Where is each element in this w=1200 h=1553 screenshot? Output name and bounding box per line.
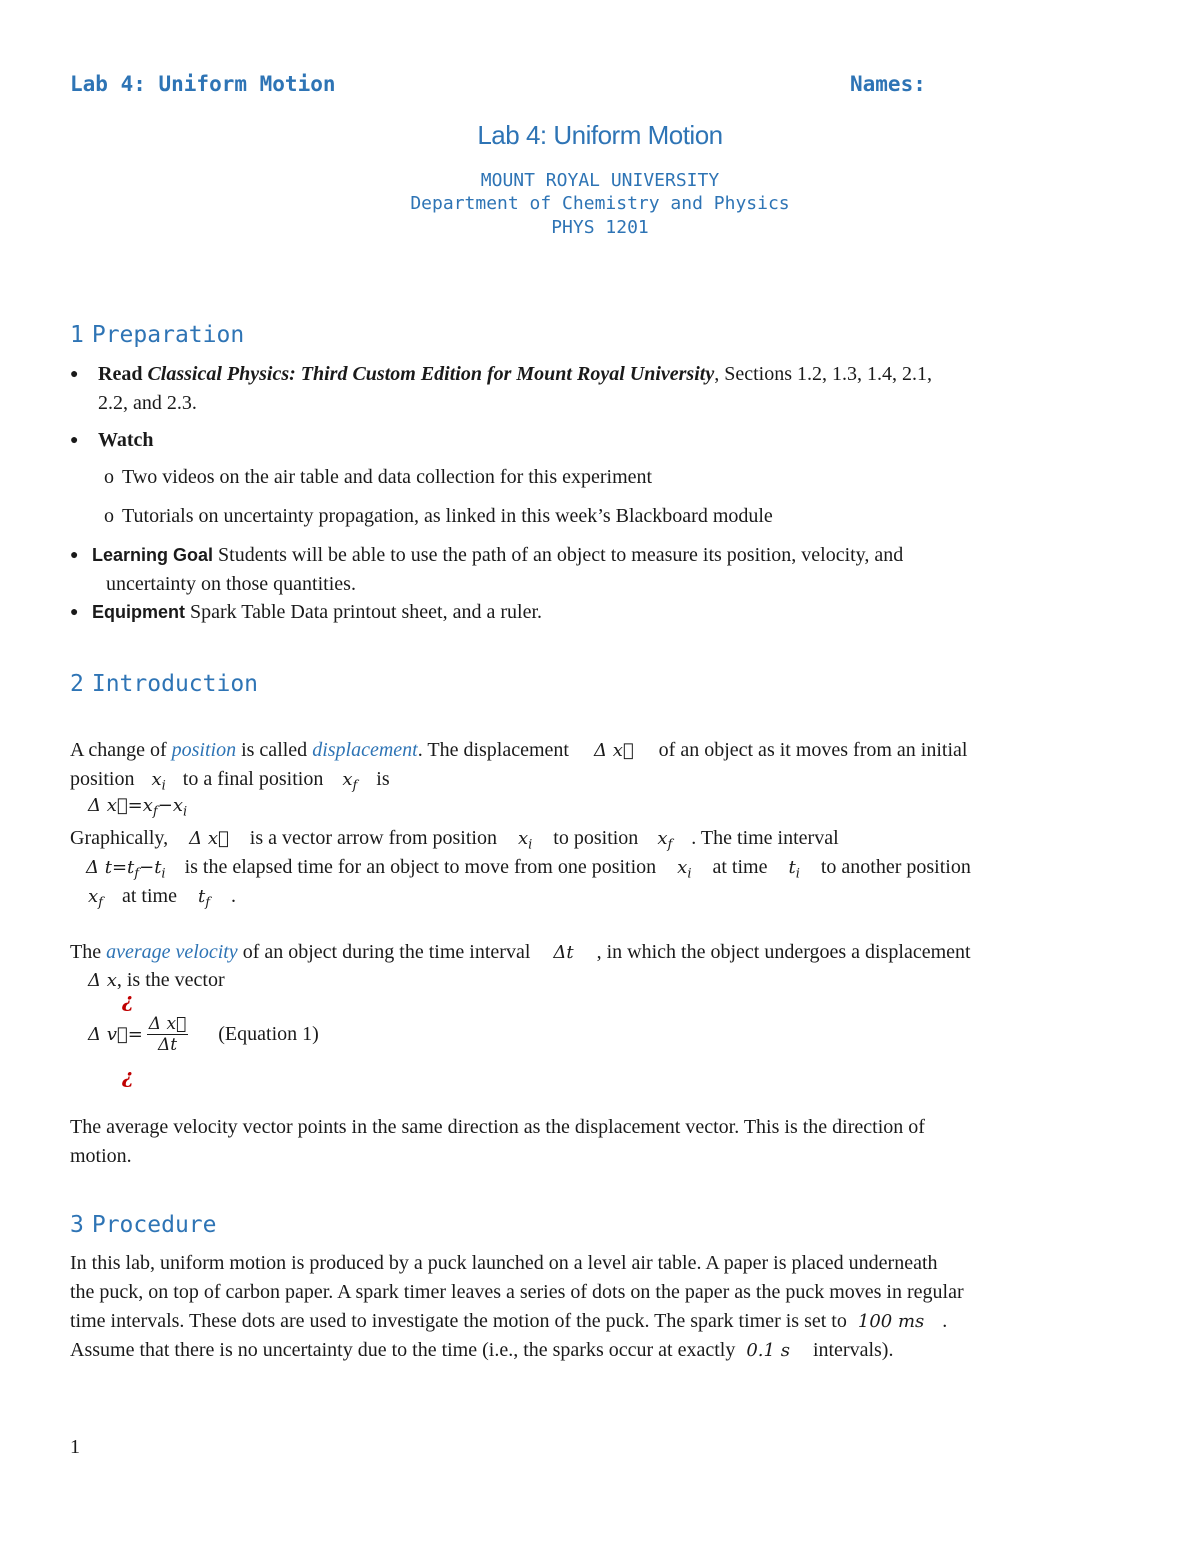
math-sub: f — [352, 778, 358, 794]
math-sub: f — [205, 895, 210, 911]
text: to position — [553, 827, 644, 849]
prep-equipment-item — [70, 598, 542, 627]
department-name: Department of Chemistry and Physics — [410, 193, 790, 214]
math-var: t — [154, 857, 162, 878]
text: at time — [121, 885, 182, 907]
bullet-icon: ● — [70, 367, 79, 382]
math-x-f — [88, 886, 103, 911]
text: The — [70, 941, 107, 963]
math-var: x — [172, 795, 183, 816]
text: . The displacement — [417, 739, 574, 761]
prep-read-item — [70, 360, 1150, 418]
watch-item-1: Two videos on the air table and data collection for this experiment — [122, 466, 653, 488]
math-sub: i — [528, 837, 533, 853]
text: The average velocity vector points in the same direction as the displacement vector. This is the direction of — [70, 1116, 925, 1138]
math-var: t — [197, 886, 206, 907]
text: is the elapsed time for an object to move from one position — [184, 856, 662, 878]
section-number: 3 — [70, 1212, 84, 1238]
math-delta-x-vector: Δ x⃗ — [189, 828, 229, 849]
equipment-text: Spark Table Data printout sheet, and a ruler. — [185, 601, 543, 623]
goal-text-cont: uncertainty on those quantities. — [106, 573, 356, 595]
bullet-icon: ● — [70, 548, 79, 563]
math-delta-t: Δt — [553, 942, 574, 963]
math-var: x — [142, 795, 153, 816]
read-sections-cont: 2.2, and 2.3. — [98, 392, 197, 414]
section-number: 2 — [70, 671, 84, 697]
math-sub: i — [687, 866, 692, 882]
goal-text: Students will be able to use the path of an object to measure its position, velocity, and — [213, 544, 904, 566]
text: In this lab, uniform motion is produced by a puck launched on a level air table. A paper is placed underneath — [70, 1252, 938, 1274]
text: to another position — [820, 856, 971, 878]
intro-paragraph — [70, 736, 1160, 765]
page-number: 1 — [70, 1436, 80, 1458]
section-heading-procedure — [70, 1212, 216, 1238]
equation-displacement — [88, 795, 187, 820]
math-x-f — [657, 828, 673, 853]
section-title: Introduction — [91, 671, 259, 697]
equation-label: (Equation 1) — [218, 1023, 319, 1045]
text: , is the vector — [116, 969, 225, 991]
math-lhs: Δ t= — [86, 857, 128, 878]
math-fraction — [147, 1014, 188, 1055]
math-sub: i — [182, 804, 188, 820]
institution-name: MOUNT ROYAL UNIVERSITY — [480, 170, 720, 191]
math-lhs: Δ x⃗= — [88, 795, 143, 816]
math-sub: f — [152, 804, 158, 820]
watch-label: Watch — [98, 429, 154, 451]
intro-line-elapsed — [86, 853, 1176, 889]
equation-average-velocity — [88, 1014, 319, 1068]
text: of an object during the time interval — [237, 941, 536, 963]
equipment-label: Equipment — [92, 602, 185, 622]
term-displacement: displacement — [312, 739, 418, 761]
text: , in which the object undergoes a displacement — [596, 941, 971, 963]
math-var: x — [657, 828, 668, 849]
math-sub: i — [795, 866, 800, 882]
text: Assume that there is no uncertainty due to the time (i.e., the sparks occur at exactly — [70, 1339, 741, 1361]
math-var: t — [127, 857, 135, 878]
text: is called — [236, 739, 313, 761]
math-delta-x: Δ x — [88, 970, 117, 991]
math-100ms: 100 ms — [857, 1311, 925, 1332]
math-var: t — [788, 857, 796, 878]
math-x-f — [342, 769, 358, 794]
text: position — [70, 768, 140, 790]
math-t-f — [197, 886, 210, 911]
term-average-velocity: average velocity — [106, 941, 238, 963]
math-x-i — [677, 857, 692, 882]
circle-bullet-icon: o — [104, 466, 114, 488]
section-heading-preparation — [70, 322, 244, 348]
text: of an object as it moves from an initial — [658, 739, 968, 761]
text: time intervals. These dots are used to investigate the motion of the puck. The spark timer is set to — [70, 1310, 852, 1332]
math-0-1s: 0.1 s — [746, 1340, 790, 1361]
text: . — [942, 1310, 948, 1332]
fraction-numerator: Δ x⃗ — [148, 1014, 187, 1034]
math-sub: f — [667, 837, 673, 853]
section-title: Procedure — [91, 1212, 217, 1238]
math-sub: f — [134, 866, 140, 882]
math-var: x — [342, 769, 353, 790]
text: is a vector arrow from position — [249, 827, 502, 849]
text: at time — [712, 856, 773, 878]
placeholder-glyph: ¿ — [122, 1064, 134, 1088]
math-delta-x-vector: Δ x⃗ — [593, 740, 634, 761]
bullet-icon: ● — [70, 605, 79, 620]
read-sections: , Sections 1.2, 1.3, 1.4, 2.1, — [714, 363, 932, 385]
bullet-icon: ● — [70, 433, 79, 448]
prep-goal-item — [70, 541, 1150, 599]
text: is — [376, 768, 390, 790]
text: to a final position — [182, 768, 329, 790]
section-heading-introduction — [70, 671, 258, 697]
math-sub: f — [98, 895, 103, 911]
fraction-denominator: Δt — [157, 1035, 178, 1055]
intro-direction-paragraph — [70, 1113, 1160, 1171]
read-label: Read — [98, 363, 143, 385]
placeholder-glyph: ¿ — [122, 988, 134, 1012]
math-x-i — [517, 828, 533, 853]
course-code: PHYS 1201 — [551, 217, 649, 238]
watch-subitem — [104, 502, 773, 531]
math-delta-v: Δ v⃗= — [88, 1024, 143, 1045]
circle-bullet-icon: o — [104, 505, 114, 527]
intro-line-at-time — [88, 882, 236, 918]
goal-label: Learning Goal — [92, 545, 214, 565]
text: the puck, on top of carbon paper. A spark timer leaves a series of dots on the paper as the puck moves in regular — [70, 1281, 964, 1303]
math-var: x — [151, 769, 162, 790]
text: . The time interval — [691, 827, 839, 849]
term-position: position — [171, 739, 237, 761]
text: Graphically, — [70, 827, 174, 849]
text: A change of — [70, 739, 172, 761]
math-op: − — [157, 795, 173, 816]
page-title: Lab 4: Uniform Motion — [477, 120, 723, 150]
math-x-i — [151, 769, 166, 794]
prep-watch-item — [70, 426, 154, 455]
math-sub: i — [161, 778, 166, 794]
header-lab-title: Lab 4: Uniform Motion — [70, 72, 336, 96]
math-var: x — [677, 857, 688, 878]
math-op: − — [139, 857, 155, 878]
text: motion. — [70, 1145, 132, 1167]
text: intervals). — [807, 1339, 894, 1361]
intro-average-velocity — [70, 938, 1170, 967]
intro-line-vector — [88, 966, 225, 995]
section-number: 1 — [70, 322, 84, 348]
math-sub: i — [161, 866, 166, 882]
math-t-i — [788, 857, 800, 882]
text: . — [231, 885, 236, 907]
equation-time-interval — [86, 857, 166, 882]
watch-subitem — [104, 463, 652, 492]
math-var: x — [88, 886, 99, 907]
math-var: x — [517, 828, 529, 849]
section-title: Preparation — [91, 322, 245, 348]
header-names-label: Names: — [850, 72, 926, 96]
textbook-title: Classical Physics: Third Custom Edition for Mount Royal University — [147, 363, 715, 385]
watch-item-2: Tutorials on uncertainty propagation, as linked in this week’s Blackboard module — [122, 505, 773, 527]
procedure-paragraph — [70, 1249, 1170, 1365]
